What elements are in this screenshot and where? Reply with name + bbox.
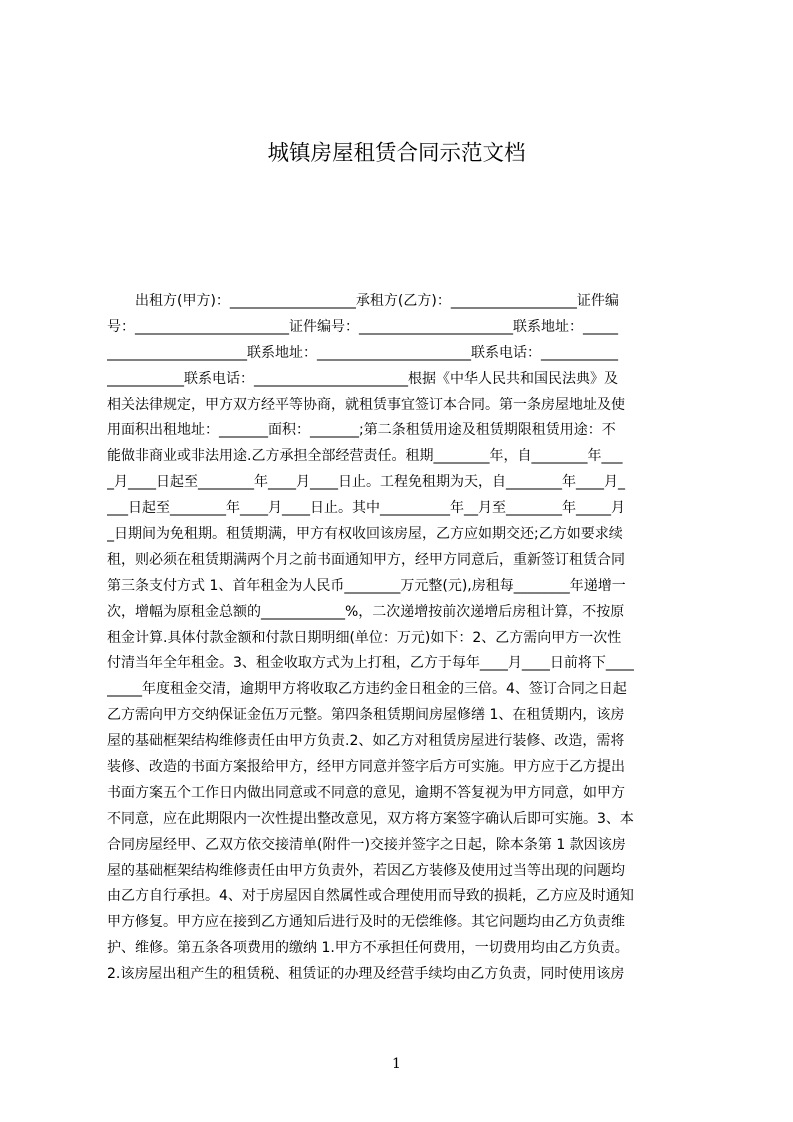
text-line: 次，增幅为原租金总额的____________%，二次递增按前次递增后房租计算，不按原 <box>107 603 625 620</box>
text-line: 合同房屋经甲、乙双方依交接清单(附件一)交接并签字之日起，除本条第 1 款因该房 <box>107 836 626 853</box>
text-line: ___日起至________年____月____日止。其中__________年__月至________年_____月 <box>107 500 625 517</box>
document-title: 城镇房屋租赁合同示范文档 <box>267 141 526 166</box>
text-line: _____年度租金交清，逾期甲方将收取乙方违约金日租金的三倍。4、签订合同之日起 <box>107 681 627 698</box>
text-line: 屋的基础框架结构维修责任由甲方负责外，若因乙方装修及使用过当等出现的问题均 <box>107 862 625 879</box>
text-line: 护、维修。第五条各项费用的缴纳 1.甲方不承担任何费用，一切费用均由乙方负责。 <box>107 940 629 957</box>
text-line: _日期间为免租期。租赁期满，甲方有权收回该房屋，乙方应如期交还;乙方如要求续 <box>107 526 623 543</box>
page-number: 1 <box>392 1056 401 1072</box>
contract-body <box>107 289 699 988</box>
text-line: 甲方修复。甲方应在接到乙方通知后进行及时的无偿维修。其它问题均由乙方负责维 <box>107 914 625 931</box>
text-line: 付清当年全年租金。3、租金收取方式为上打租，乙方于每年____月____日前将下____ <box>107 655 634 672</box>
text-line: ___________联系电话：______________________根据《中华人民共和国民法典》及 <box>107 370 618 387</box>
text-line: 租，则必须在租赁期满两个月之前书面通知甲方，经甲方同意后，重新签订租赁合同 <box>107 551 625 568</box>
text-line: 用面积出租地址：_______面积：_______;第二条租赁用途及租赁期限租赁用途：不 <box>107 422 616 439</box>
text-line: _月____日起至________年____月____日止。工程免租期为天，自________年____月_ <box>107 474 625 491</box>
text-line: 出租方(甲方)：__________________承租方(乙方)：__________________证件编 <box>107 293 619 309</box>
text-line: 装修、改造的书面方案报给甲方，经甲方同意并签字后方可实施。甲方应于乙方提出 <box>107 759 625 776</box>
text-line: 屋的基础框架结构维修责任由甲方负责.2、如乙方对租赁房屋进行装修、改造，需将 <box>107 733 625 750</box>
text-line: 不同意，应在此期限内一次性提出整改意见，双方将方案签字确认后即可实施。3、本 <box>107 810 634 827</box>
text-line: 能做非商业或非法用途.乙方承担全部经营责任。租期________年，自________年___ <box>107 448 623 465</box>
text-line: ____________________联系地址：______________________联系电话：___________ <box>107 344 618 361</box>
text-line: 由乙方自行承担。4、对于房屋因自然属性或合理使用而导致的损耗，乙方应及时通知 <box>107 888 634 905</box>
text-line: 2.该房屋出租产生的租赁税、租赁证的办理及经营手续均由乙方负责，同时使用该房 <box>107 966 625 983</box>
text-line: 号：______________________证件编号：______________________联系地址：_____ <box>107 318 618 335</box>
text-line: 书面方案五个工作日内做出同意或不同意的意见，逾期不答复视为甲方同意，如甲方 <box>107 784 625 801</box>
text-line: 租金计算.具体付款金额和付款日期明细(单位：万元)如下：2、乙方需向甲方一次性 <box>107 629 622 646</box>
text-line: 相关法律规定，甲方双方经平等协商，就租赁事宜签订本合同。第一条房屋地址及使 <box>107 396 625 413</box>
text-line: 乙方需向甲方交纳保证金伍万元整。第四条租赁期间房屋修缮 1、在租赁期内，该房 <box>107 707 625 724</box>
text-line: 第三条支付方式 1、首年租金为人民币________万元整(元),房租每________年递增一 <box>107 577 626 594</box>
